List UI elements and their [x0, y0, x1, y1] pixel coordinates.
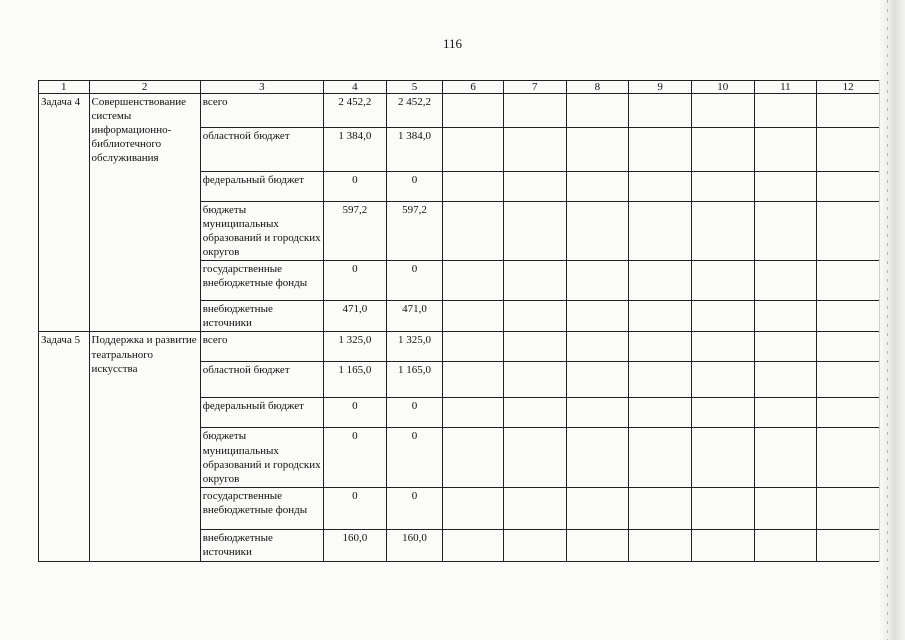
column-header: 2: [89, 81, 200, 94]
funding-source: областной бюджет: [200, 362, 323, 398]
amount-cell: 471,0: [324, 301, 387, 332]
empty-cell: [566, 301, 629, 332]
empty-cell: [629, 332, 692, 362]
empty-cell: [443, 398, 504, 428]
amount-cell: 0: [324, 398, 387, 428]
empty-cell: [503, 487, 566, 529]
empty-cell: [503, 332, 566, 362]
funding-source: государственные внебюджетные фонды: [200, 261, 323, 301]
funding-source: бюджеты муниципальных образований и городских округов: [200, 428, 323, 487]
empty-cell: [443, 261, 504, 301]
empty-cell: [503, 172, 566, 202]
empty-cell: [503, 428, 566, 487]
empty-cell: [817, 398, 880, 428]
empty-cell: [691, 128, 754, 172]
empty-cell: [691, 332, 754, 362]
empty-cell: [754, 398, 817, 428]
funding-source: бюджеты муниципальных образований и городских округов: [200, 202, 323, 261]
empty-cell: [754, 301, 817, 332]
budget-table-wrapper: [38, 80, 880, 562]
empty-cell: [566, 332, 629, 362]
empty-cell: [503, 301, 566, 332]
empty-cell: [629, 398, 692, 428]
table-row: [39, 94, 880, 128]
empty-cell: [817, 94, 880, 128]
amount-cell: 0: [386, 261, 443, 301]
empty-cell: [817, 332, 880, 362]
empty-cell: [817, 128, 880, 172]
amount-cell: 0: [324, 487, 387, 529]
amount-cell: 0: [386, 398, 443, 428]
column-header: 10: [691, 81, 754, 94]
empty-cell: [503, 261, 566, 301]
amount-cell: 0: [386, 428, 443, 487]
funding-source: областной бюджет: [200, 128, 323, 172]
task-label: Задача 4: [39, 94, 90, 332]
empty-cell: [443, 332, 504, 362]
empty-cell: [691, 398, 754, 428]
empty-cell: [629, 428, 692, 487]
empty-cell: [629, 487, 692, 529]
empty-cell: [443, 172, 504, 202]
empty-cell: [754, 261, 817, 301]
empty-cell: [443, 301, 504, 332]
funding-source: внебюджетные источники: [200, 529, 323, 561]
amount-cell: 0: [324, 172, 387, 202]
funding-source: федеральный бюджет: [200, 172, 323, 202]
amount-cell: 1 325,0: [386, 332, 443, 362]
empty-cell: [754, 332, 817, 362]
empty-cell: [754, 202, 817, 261]
column-header: 1: [39, 81, 90, 94]
empty-cell: [566, 261, 629, 301]
amount-cell: 597,2: [386, 202, 443, 261]
budget-table: [38, 80, 880, 562]
column-header: 6: [443, 81, 504, 94]
page-number: 116: [442, 36, 463, 51]
empty-cell: [503, 202, 566, 261]
empty-cell: [566, 428, 629, 487]
empty-cell: [503, 128, 566, 172]
table-row: [39, 332, 880, 362]
empty-cell: [817, 261, 880, 301]
empty-cell: [754, 128, 817, 172]
empty-cell: [691, 362, 754, 398]
amount-cell: 1 165,0: [324, 362, 387, 398]
column-header: 12: [817, 81, 880, 94]
empty-cell: [503, 94, 566, 128]
funding-source: внебюджетные источники: [200, 301, 323, 332]
amount-cell: 597,2: [324, 202, 387, 261]
empty-cell: [754, 487, 817, 529]
empty-cell: [443, 94, 504, 128]
empty-cell: [443, 202, 504, 261]
amount-cell: 0: [386, 487, 443, 529]
empty-cell: [566, 128, 629, 172]
empty-cell: [817, 529, 880, 561]
empty-cell: [566, 398, 629, 428]
empty-cell: [566, 362, 629, 398]
empty-cell: [691, 172, 754, 202]
amount-cell: 0: [386, 172, 443, 202]
empty-cell: [443, 428, 504, 487]
empty-cell: [817, 362, 880, 398]
funding-source: государственные внебюджетные фонды: [200, 487, 323, 529]
empty-cell: [629, 261, 692, 301]
empty-cell: [691, 428, 754, 487]
empty-cell: [443, 529, 504, 561]
column-number-row: [39, 81, 880, 94]
empty-cell: [754, 172, 817, 202]
amount-cell: 0: [324, 428, 387, 487]
empty-cell: [443, 128, 504, 172]
column-header: 3: [200, 81, 323, 94]
empty-cell: [754, 94, 817, 128]
funding-source: всего: [200, 94, 323, 128]
amount-cell: 2 452,2: [324, 94, 387, 128]
amount-cell: 0: [324, 261, 387, 301]
empty-cell: [754, 362, 817, 398]
empty-cell: [691, 202, 754, 261]
column-header: 9: [629, 81, 692, 94]
empty-cell: [566, 202, 629, 261]
task-title: Совершенствование системы информационно-библиотечного обслуживания: [89, 94, 200, 332]
task-title: Поддержка и развитие театрального искусства: [89, 332, 200, 561]
empty-cell: [691, 261, 754, 301]
empty-cell: [629, 362, 692, 398]
empty-cell: [566, 94, 629, 128]
empty-cell: [629, 172, 692, 202]
empty-cell: [817, 428, 880, 487]
amount-cell: 160,0: [386, 529, 443, 561]
empty-cell: [629, 128, 692, 172]
funding-source: федеральный бюджет: [200, 398, 323, 428]
empty-cell: [443, 362, 504, 398]
empty-cell: [629, 301, 692, 332]
amount-cell: 471,0: [386, 301, 443, 332]
empty-cell: [503, 529, 566, 561]
task-label: Задача 5: [39, 332, 90, 561]
column-header: 5: [386, 81, 443, 94]
empty-cell: [817, 301, 880, 332]
amount-cell: 1 325,0: [324, 332, 387, 362]
empty-cell: [754, 529, 817, 561]
empty-cell: [691, 529, 754, 561]
empty-cell: [629, 202, 692, 261]
column-header: 7: [503, 81, 566, 94]
empty-cell: [503, 398, 566, 428]
empty-cell: [691, 94, 754, 128]
column-header: 4: [324, 81, 387, 94]
amount-cell: 1 384,0: [386, 128, 443, 172]
empty-cell: [817, 172, 880, 202]
empty-cell: [566, 487, 629, 529]
empty-cell: [503, 362, 566, 398]
funding-source: всего: [200, 332, 323, 362]
empty-cell: [629, 529, 692, 561]
empty-cell: [817, 487, 880, 529]
scan-edge-shadow: [879, 0, 905, 640]
empty-cell: [691, 487, 754, 529]
empty-cell: [754, 428, 817, 487]
amount-cell: 2 452,2: [386, 94, 443, 128]
amount-cell: 1 165,0: [386, 362, 443, 398]
empty-cell: [443, 487, 504, 529]
empty-cell: [817, 202, 880, 261]
column-header: 11: [754, 81, 817, 94]
amount-cell: 1 384,0: [324, 128, 387, 172]
column-header: 8: [566, 81, 629, 94]
empty-cell: [629, 94, 692, 128]
amount-cell: 160,0: [324, 529, 387, 561]
empty-cell: [566, 529, 629, 561]
empty-cell: [566, 172, 629, 202]
empty-cell: [691, 301, 754, 332]
